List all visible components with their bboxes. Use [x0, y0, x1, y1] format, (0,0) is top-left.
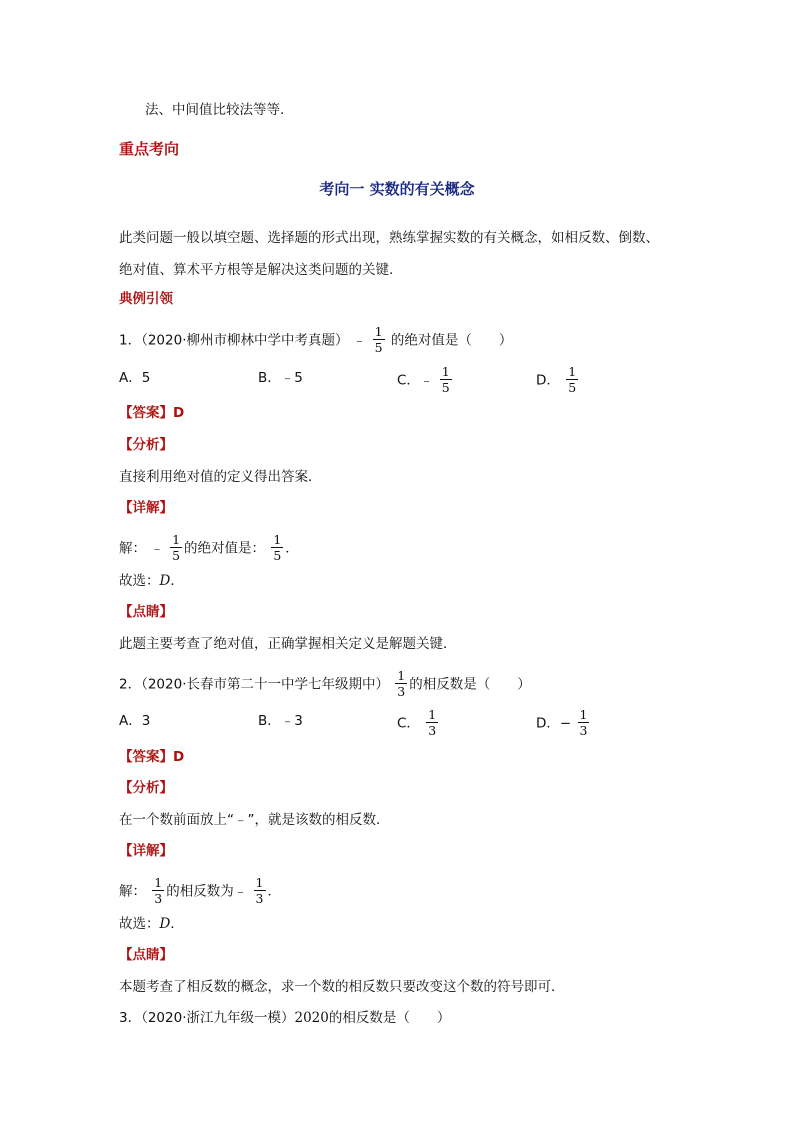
- question-2-analysis-text: 在一个数前面放上“﹣”，就是该数的相反数．: [119, 812, 390, 828]
- question-2-detail-label: 【详解】: [119, 843, 173, 859]
- solve-mid: 的绝对值是：: [184, 540, 266, 557]
- fraction-numerator: 1: [374, 324, 383, 339]
- question-1-answer: [119, 403, 184, 423]
- solve-fraction: [152, 876, 164, 905]
- question-2-option-d: [536, 709, 591, 738]
- fraction-denominator: 5: [172, 548, 181, 563]
- section-desc-line-2: 绝对值、算术平方根等是解决这类问题的关键.: [119, 262, 394, 278]
- solve-fraction: [170, 533, 182, 562]
- question-1-detail-label: 【详解】: [119, 500, 173, 516]
- fraction-denominator: 5: [441, 380, 450, 395]
- choose-prefix: 故选：: [119, 916, 160, 932]
- question-2-solution: [119, 877, 281, 906]
- question-1-solution: [119, 534, 299, 563]
- solve-prefix: 解：: [119, 883, 146, 900]
- choose-end: ．: [170, 916, 184, 932]
- solve-end: ．: [267, 883, 281, 900]
- fraction-denominator: 5: [568, 380, 577, 395]
- answer-value: D: [173, 749, 185, 765]
- choose-prefix: 故选：: [119, 573, 160, 589]
- fraction-denominator: 3: [255, 891, 264, 906]
- question-3-number: 2020: [294, 1010, 329, 1026]
- question-1-option-b: B．﹣5: [258, 370, 303, 386]
- answer-label: 【答案】: [119, 405, 173, 421]
- option-label: C．﹣: [397, 372, 434, 389]
- solve-minus: ﹣: [150, 540, 164, 557]
- option-fraction: [440, 365, 452, 394]
- solve-result-fraction: [271, 533, 283, 562]
- fraction-denominator: 3: [579, 723, 588, 738]
- question-1-choose: [119, 571, 184, 591]
- question-1-suffix: 的绝对值是（ ）: [390, 332, 513, 349]
- answer-value: D: [173, 405, 185, 421]
- option-label: C．: [397, 715, 420, 732]
- fraction-numerator: 1: [397, 668, 406, 683]
- question-2-prefix: 2．（2020·长春市第二十一中学七年级期中）: [119, 676, 389, 693]
- fraction-denominator: 5: [374, 340, 383, 355]
- choose-value: D: [159, 916, 171, 932]
- question-2-choose: [119, 914, 184, 934]
- question-1-comment-label: 【点睛】: [119, 604, 173, 620]
- option-fraction: [426, 708, 438, 737]
- option-label: D．: [536, 372, 560, 389]
- section-title: 考向一 实数的有关概念: [319, 180, 475, 198]
- question-2: [119, 670, 531, 699]
- question-1-option-a: A．5: [119, 370, 151, 386]
- question-1-minus: ﹣: [352, 332, 367, 349]
- question-3-suffix: 的相反数是（ ）: [328, 1010, 451, 1026]
- choose-end: ．: [170, 573, 184, 589]
- question-2-comment-label: 【点睛】: [119, 947, 173, 963]
- fraction-numerator: 1: [273, 532, 282, 547]
- question-2-option-a: A．3: [119, 713, 151, 729]
- fraction-numerator: 1: [441, 364, 450, 379]
- section-heading: 重点考向: [119, 140, 180, 158]
- question-1-prefix: 1．（2020·柳州市柳林中学中考真题）: [119, 332, 349, 349]
- intro-tail-text: 法、中间值比较法等等.: [145, 102, 285, 118]
- question-2-option-b: B．﹣3: [258, 713, 303, 729]
- fraction-numerator: 1: [255, 875, 264, 890]
- fraction-denominator: 3: [154, 891, 163, 906]
- solve-mid: 的相反数为﹣: [166, 883, 248, 900]
- question-1-option-c: [397, 366, 454, 395]
- fraction-numerator: 1: [428, 707, 437, 722]
- question-2-option-c: [397, 709, 440, 738]
- option-fraction: [578, 708, 590, 737]
- question-1-option-d: [536, 366, 580, 395]
- question-2-answer: [119, 747, 184, 767]
- solve-end: ．: [285, 540, 299, 557]
- choose-value: D: [159, 573, 171, 589]
- example-heading: 典例引领: [119, 291, 173, 307]
- answer-label: 【答案】: [119, 749, 173, 765]
- question-1-fraction: [373, 325, 385, 354]
- question-2-fraction: [395, 669, 407, 698]
- fraction-numerator: 1: [568, 364, 577, 379]
- question-1-analysis-text: 直接利用绝对值的定义得出答案．: [119, 469, 322, 485]
- fraction-numerator: 1: [172, 532, 181, 547]
- fraction-denominator: 3: [397, 684, 406, 699]
- solve-result-fraction: [254, 876, 266, 905]
- question-2-analysis-label: 【分析】: [119, 780, 173, 796]
- solve-prefix: 解：: [119, 540, 146, 557]
- question-3: [119, 1008, 450, 1028]
- option-fraction: [566, 365, 578, 394]
- fraction-denominator: 5: [273, 548, 282, 563]
- section-desc-line-1: 此类问题一般以填空题、选择题的形式出现，熟练掌握实数的有关概念，如相反数、倒数、: [119, 230, 659, 246]
- question-2-comment-text: 本题考查了相反数的概念，求一个数的相反数只要改变这个数的符号即可．: [119, 979, 565, 995]
- fraction-numerator: 1: [154, 875, 163, 890]
- question-1-analysis-label: 【分析】: [119, 437, 173, 453]
- question-1-comment-text: 此题主要考查了绝对值，正确掌握相关定义是解题关键．: [119, 636, 457, 652]
- question-2-suffix: 的相反数是（ ）: [409, 676, 531, 693]
- option-label: D．−: [536, 715, 572, 732]
- question-1: [119, 326, 512, 355]
- fraction-numerator: 1: [579, 707, 588, 722]
- fraction-denominator: 3: [428, 723, 437, 738]
- question-3-prefix: 3．（2020·浙江九年级一模）: [119, 1010, 295, 1026]
